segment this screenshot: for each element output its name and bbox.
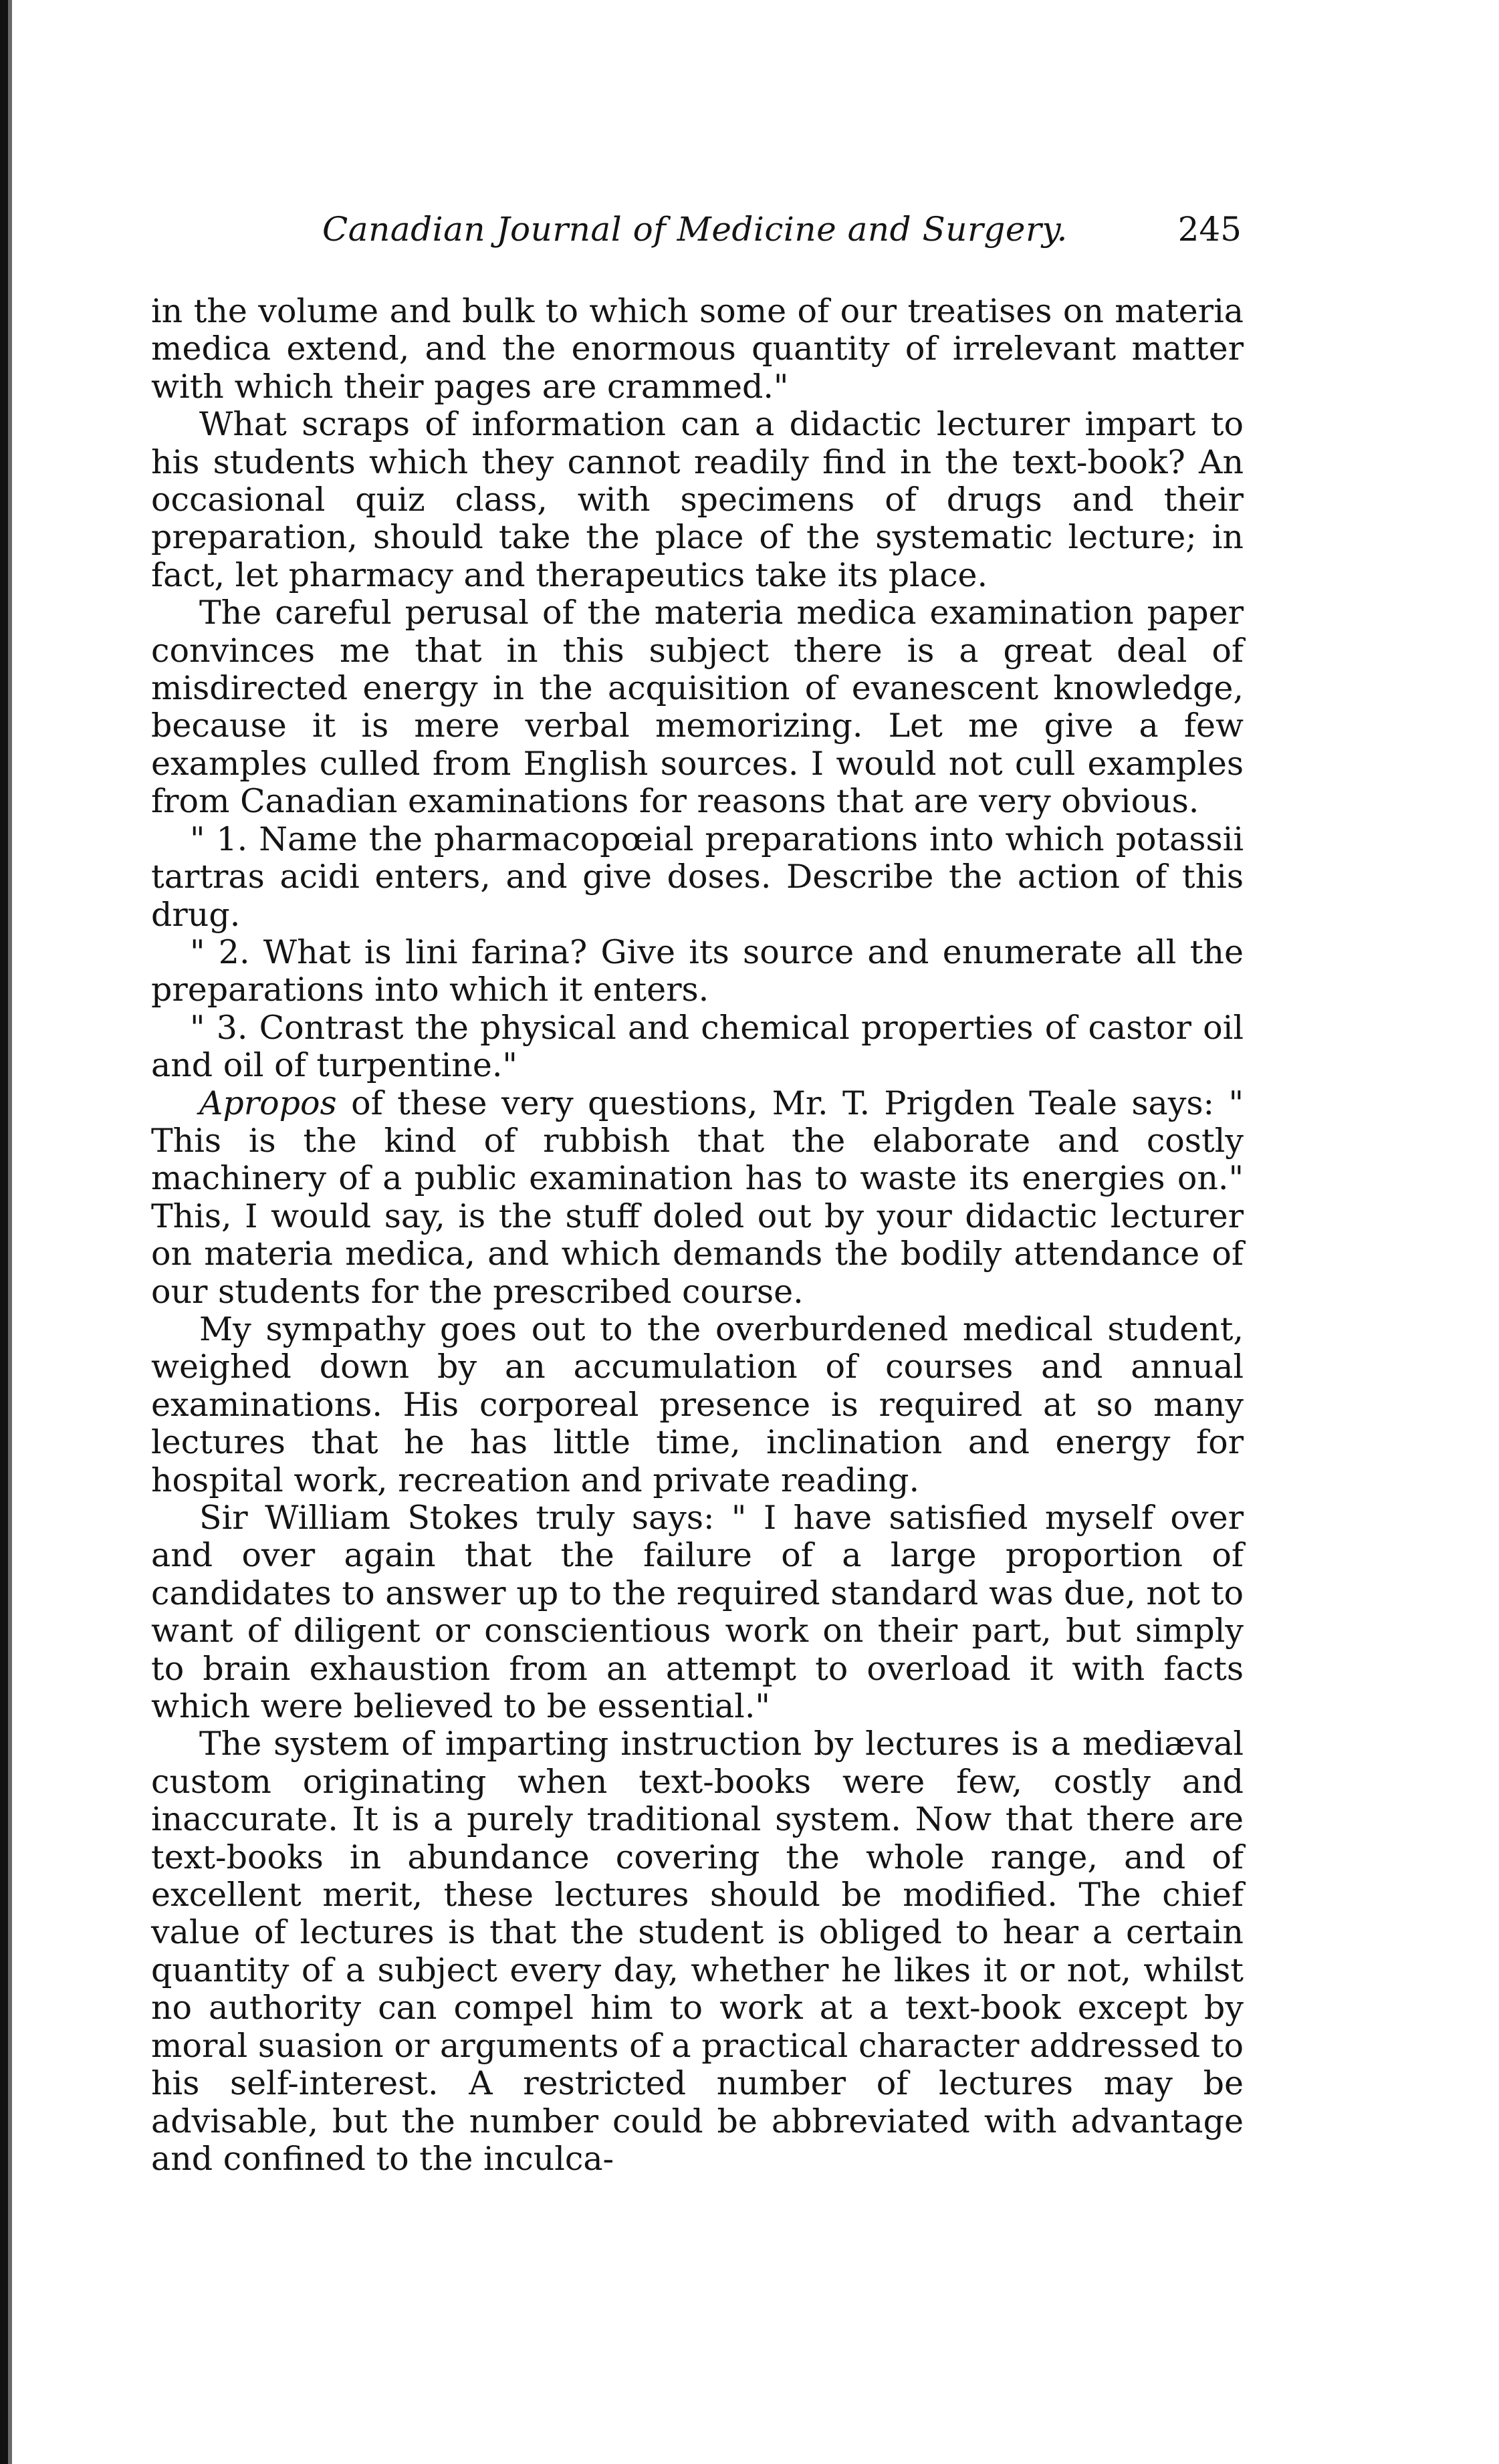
apropos-italic: Apropos <box>199 1084 337 1122</box>
paragraph-stokes-quote: Sir William Stokes truly says: " I have satisfied myself over and over again that the failure of a large proportion of candidates to answer up to the required standard was due, not to want of diligent or conscientious work on their part, but simply to brain exhaustion from an attempt to overload it with facts which were believed to be essential." <box>151 1499 1244 1726</box>
scan-border-shadow <box>8 0 12 2464</box>
exam-question-1: " 1. Name the pharmacopœial preparations into which potassii tartras acidi enters, and give doses. Describe the action of this drug. <box>151 820 1244 934</box>
paragraph-sympathy: My sympathy goes out to the overburdened medical student, weighed down by an accumulation of courses and annual examinations. His corporeal presence is required at so many lectures that he has little time, inclination and energy for hospital work, recreation and private reading. <box>151 1310 1244 1499</box>
page-number: 245 <box>1177 210 1242 249</box>
article-body <box>151 293 1244 2178</box>
journal-title: Canadian Journal of Medicine and Surgery. <box>322 210 1068 249</box>
running-header <box>155 210 1242 257</box>
paragraph-didactic-lecturer: What scraps of information can a didactic lecturer impart to his students which they cannot readily find in the text-book? An occasional quiz class, with specimens of drugs and their preparation, should take the place of the systematic lecture; in fact, let pharmacy and therapeutics take its place. <box>151 405 1244 594</box>
exam-question-3: " 3. Contrast the physical and chemical properties of castor oil and oil of turpentine." <box>151 1008 1244 1085</box>
paragraph-lecture-system: The system of imparting instruction by lectures is a mediæval custom originating when text-books were few, costly and inaccurate. It is a purely traditional system. Now that there are text-books in abundance covering the whole range, and of excellent merit, these lectures should be modified. The chief value of lectures is that the student is obliged to hear a certain quantity of a subject every day, whether he likes it or not, whilst no authority can compel him to work at a text-book except by moral suasion or arguments of a practical character addressed to his self-interest. A restricted number of lectures may be advisable, but the number could be abbreviated with advantage and confined to the inculca- <box>151 1725 1244 2178</box>
apropos-text: of these very questions, Mr. T. Prigden Teale says: " This is the kind of rubbish that the elaborate and costly machinery of a public examination has to waste its energies on." This, I would say, is the stuff doled out by your didactic lecturer on materia medica, and which demands the bodily attendance of our students for the prescribed course. <box>151 1084 1244 1311</box>
scan-border <box>0 0 8 2464</box>
exam-question-2: " 2. What is lini farina? Give its source and enumerate all the preparations into which it enters. <box>151 933 1244 1009</box>
paragraph-examination-paper: The careful perusal of the materia medica examination paper convinces me that in this subject there is a great deal of misdirected energy in the acquisition of evanescent knowledge, because it is mere verbal memorizing. Let me give a few examples culled from English sources. I would not cull examples from Canadian examinations for reasons that are very obvious. <box>151 594 1244 821</box>
paragraph-continuation: in the volume and bulk to which some of our treatises on materia medica extend, and the enormous quantity of irrelevant matter with which their pages are crammed." <box>151 292 1244 406</box>
paragraph-apropos <box>151 1085 1244 1311</box>
